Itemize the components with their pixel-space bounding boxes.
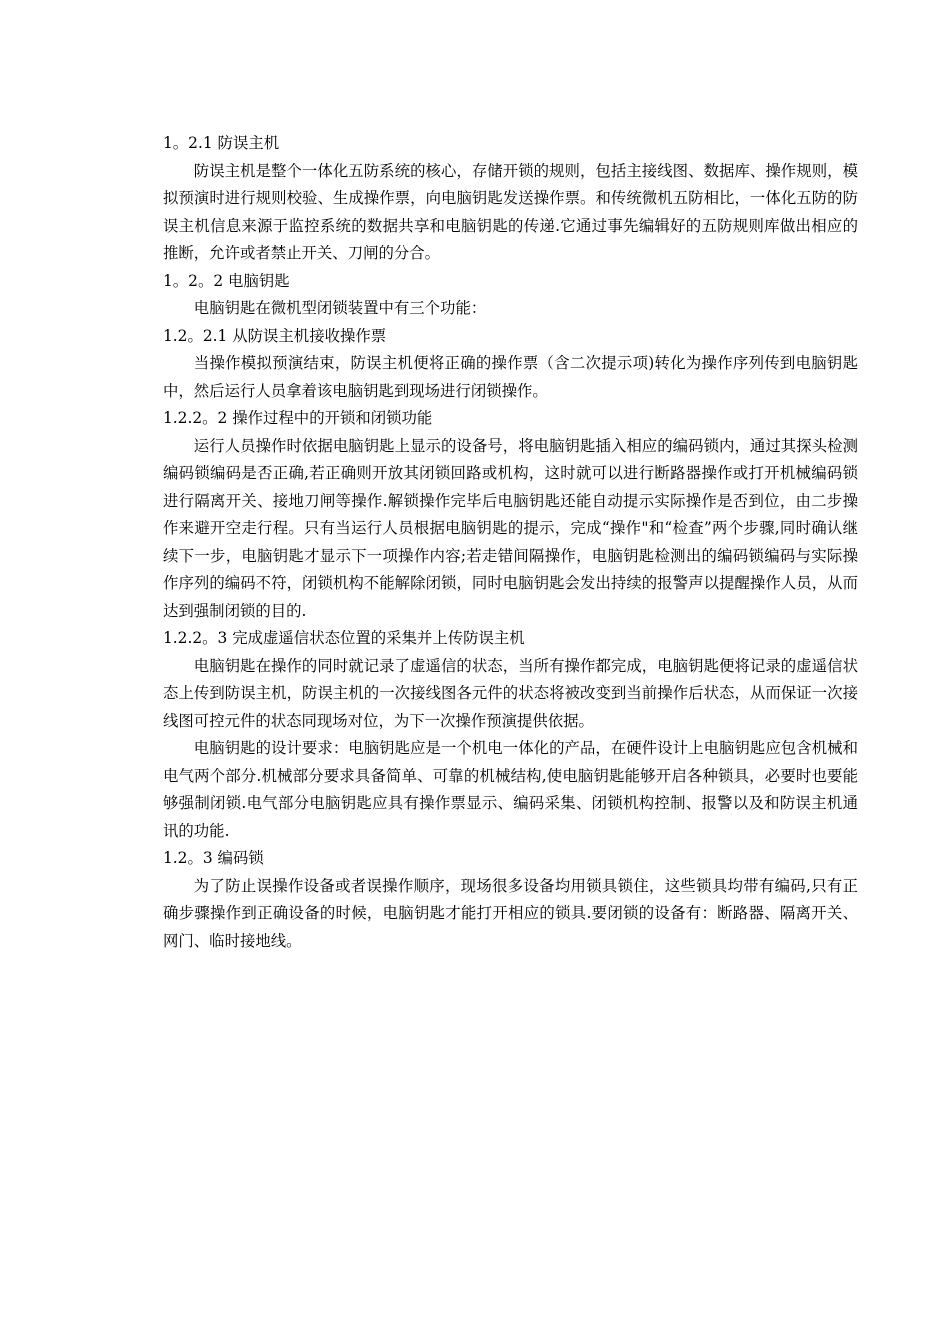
paragraph-receive-ticket: 当操作模拟预演结束，防误主机便将正确的操作票（含二次提示项)转化为操作序列传到电脑钥匙中，然后运行人员拿着该电脑钥匙到现场进行闭锁操作。 — [163, 354, 858, 400]
section-heading-1-2-3: 1.2。3 编码锁 — [163, 849, 264, 867]
section-heading-1-2-1: 1。2.1 防误主机 — [163, 134, 280, 152]
section-heading-1-2-2: 1。2。2 电脑钥匙 — [163, 271, 290, 290]
paragraph-virtual-signal: 电脑钥匙在操作的同时就记录了虚遥信的状态，当所有操作都完成，电脑钥匙便将记录的虚遥信状态上传到防误主机，防误主机的一次接线图各元件的状态将被改变到当前操作后状态，从而保证一次接线图可控元件的状态同现场对位，为下一次操作预演提供依据。 — [163, 656, 858, 730]
document-body — [163, 130, 858, 955]
section-heading-1-2-2-1: 1.2。2.1 从防误主机接收操作票 — [163, 326, 387, 345]
paragraph-anti-misoperation-host: 防误主机是整个一体化五防系统的核心，存储开锁的规则，包括主接线图、数据库、操作规则，模拟预演时进行规则校验、生成操作票，向电脑钥匙发送操作票。和传统微机五防相比，一体化五防的防误主机信息来源于监控系统的数据共享和电脑钥匙的传递.它通过事先编辑好的五防规则库做出相应的推断，允许或者禁止开关、刀闸的分合。 — [163, 161, 858, 262]
section-heading-1-2-2-2: 1.2.2。2 操作过程中的开锁和闭锁功能 — [163, 409, 433, 427]
paragraph-key-functions-intro: 电脑钥匙在微机型闭锁装置中有三个功能： — [193, 299, 487, 317]
section-heading-1-2-2-3: 1.2.2。3 完成虚遥信状态位置的采集并上传防误主机 — [163, 629, 525, 647]
paragraph-design-requirements: 电脑钥匙的设计要求：电脑钥匙应是一个机电一体化的产品，在硬件设计上电脑钥匙应包含机械和电气两个部分.机械部分要求具备简单、可靠的机械结构,使电脑钥匙能够开启各种锁具，必要时也要能够强制闭锁.电气部分电脑钥匙应具有操作票显示、编码采集、闭锁机构控制、报警以及和防误主机通讯的功能. — [163, 739, 858, 840]
paragraph-lock-unlock: 运行人员操作时依据电脑钥匙上显示的设备号，将电脑钥匙插入相应的编码锁内，通过其探头检测编码锁编码是否正确,若正确则开放其闭锁回路或机构，这时就可以进行断路器操作或打开机械编码锁进行隔离开关、接地刀闸等操作.解锁操作完毕后电脑钥匙还能自动提示实际操作是否到位，由二步操作来避开空走行程。只有当运行人员根据电脑钥匙的提示，完成“操作"和“检查”两个步骤,同时确认继续下一步，电脑钥匙才显示下一项操作内容;若走错间隔操作，电脑钥匙检测出的编码锁编码与实际操作序列的编码不符，闭锁机构不能解除闭锁，同时电脑钥匙会发出持续的报警声以提醒操作人员，从而达到强制闭锁的目的. — [163, 436, 858, 620]
paragraph-coded-lock: 为了防止误操作设备或者误操作顺序，现场很多设备均用锁具锁住，这些锁具均带有编码,只有正确步骤操作到正确设备的时候，电脑钥匙才能打开相应的锁具.要闭锁的设备有：断路器、隔离开关、网门、临时接地线。 — [163, 876, 858, 950]
